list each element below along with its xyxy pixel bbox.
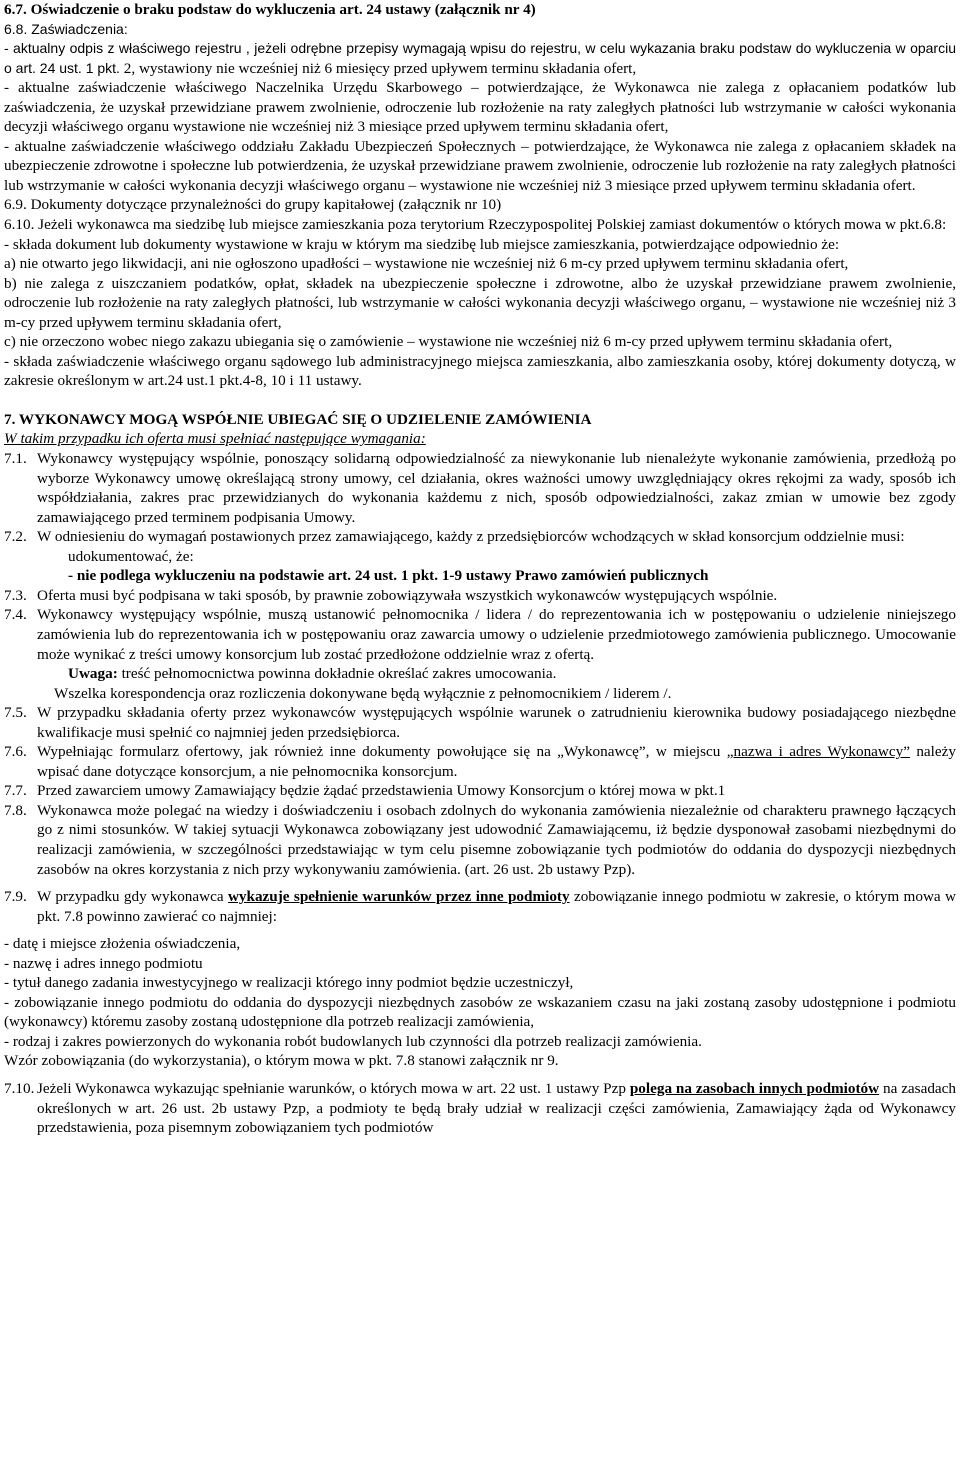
item-7-8 <box>4 801 956 879</box>
item-number: 7.10. <box>4 1079 35 1097</box>
warning-text: treść pełnomocnictwa powinna dokładnie określać zakres umocowania. <box>117 665 557 683</box>
item-text-part2: na zasadach określonych w art. 26 ust. 2b ustawy Pzp, a podmioty te będą brały udział w realizacji części zamówienia, Zamawiający żąda od Wykonawcy przedstawienia, poza pisemnym zobowiązaniem tych podmiotów <box>37 1079 956 1137</box>
spacer <box>4 879 956 887</box>
item-text <box>37 887 956 926</box>
section-7-subtitle: W takim przypadku ich oferta musi spełniać następujące wymagania: <box>4 430 426 448</box>
item-text: Wykonawcy występujący wspólnie, muszą ustanowić pełnomocnika / lidera / do reprezentowania ich w postępowaniu o udzielenie niniejszego zamówienia lub do reprezentowania ich w postępowaniu oraz zawarcia umowy o udzielenie przedmiotowego zamówienia publicznego. Umocowanie może wynikać z treści umowy konsorcjum lub zostać przedłożone oddzielnie wraz z ofertą. <box>37 606 956 663</box>
item-text: Wykonawca może polegać na wiedzy i doświadczeniu i osobach zdolnych do wykonania zamówienia niezależnie od charakteru prawnego łączących go z nimi stosunków. W takiej sytuacji Wykonawca zobowiązany jest udowodnić Zamawiającemu, iż będzie dysponował zasobami niezbędnymi do realizacji zamówienia, w szczególności przedstawiając w tym celu pisemne zobowiązanie tych podmiotów do oddania do dyspozycji niezbędnych zasobów na okres korzystania z nich przy wykonywaniu zamówienia. (art. 26 ust. 2b ustawy Pzp). <box>37 801 956 878</box>
item-text-underlined: wykazuje spełnienie warunków przez inne podmioty <box>227 888 570 906</box>
section-6-8-item-zus: - aktualne zaświadczenie właściwego oddziału Zakładu Ubezpieczeń Społecznych – potwierdzające, że Wykonawca nie zalega z opłacaniem składek na ubezpieczenie zdrowotne i społeczne lub potwierdzenia, że uzyskał przewidziane prawem zwolnienie, odroczenie lub rozłożenie na raty zaległych płatności lub wstrzymanie w całości wykonania decyzji właściwego organu – wystawione nie wcześniej niż 3 miesiące przed upływem terminu składania ofert. <box>4 137 956 194</box>
section-6-10-b: b) nie zalega z uiszczaniem podatków, opłat, składek na ubezpieczenie społeczne i zdrowotne, albo że uzyskał przewidziane prawem zwolnienie, odroczenie lub rozłożenie na raty zaległych płatności, lub wstrzymanie w całości wykonania decyzji właściwego organu, – wystawione nie wcześniej niż 3 m-cy przed upływem terminu składania ofert, <box>4 274 956 331</box>
section-6-8-item-register <box>4 39 956 78</box>
item-number: 7.5. <box>4 704 27 722</box>
item-text-part2: zobowiązanie innego podmiotu w zakresie, o którym mowa w pkt. 7.8 powinno zawierać co najmniej: <box>37 888 957 925</box>
item-7-10 <box>4 1079 956 1138</box>
list-item-7-9-scope: - rodzaj i zakres powierzonych do wykonania robót budowlanych lub czynności dla potrzeb realizacji zamówienia. <box>4 1032 702 1050</box>
section-6-10: 6.10. Jeżeli wykonawca ma siedzibę lub miejsce zamieszkania poza terytorium Rzeczypospolitej Polskiej zamiast dokumentów o których mowa w pkt.6.8: <box>4 216 947 234</box>
item-number: 7.6. <box>4 743 27 761</box>
section-6-9: 6.9. Dokumenty dotyczące przynależności do grupy kapitałowej (załącznik nr 10) <box>4 196 502 214</box>
item-text-part1: Wypełniając formularz ofertowy, jak również inne dokumenty powołujące się na „Wykonawcę”, w miejscu <box>37 743 727 761</box>
spacer <box>4 1071 956 1079</box>
item-text: Oferta musi być podpisana w taki sposób, by prawnie zobowiązywała wszystkich wykonawców występujących wspólnie. <box>37 586 778 604</box>
item-text: W przypadku składania oferty przez wykonawców występujących wspólnie warunek o zatrudnieniu kierownika budowy posiadającego niezbędne kwalifikacje musi spełnić co najmniej jeden przedsiębiorca. <box>37 704 956 741</box>
item-7-9 <box>4 887 956 926</box>
section-6-10-d: - składa zaświadczenie właściwego organu sądowego lub administracyjnego miejsca zamieszkania, albo zamieszkania osoby, której dokumenty dotyczą, w zakresie określonym w art.24 ust.1 pkt.4-8, 10 i 11 ustawy. <box>4 352 956 390</box>
item-text: W odniesieniu do wymagań postawionych przez zamawiającego, każdy z przedsiębiorców wchodzących w skład konsorcjum oddzielnie musi: <box>37 528 905 546</box>
item-7-2-sub-a: udokumentować, że: <box>68 547 194 565</box>
item-text-underlined: „nazwa i adres Wykonawcy” <box>726 743 910 761</box>
item-text-part2: należy wpisać dane dotyczące konsorcjum, a nie pełnomocnika konsorcjum. <box>37 743 956 780</box>
item-number: 7.2. <box>4 528 27 546</box>
item-text-part1: W przypadku gdy wykonawca <box>37 888 228 906</box>
item-7-4-warning <box>4 664 956 684</box>
section-6-8-item-tax: - aktualne zaświadczenie właściwego Naczelnika Urzędu Skarbowego – potwierdzające, że Wykonawca nie zalega z opłacaniem podatków lub zaświadczenia, że uzyskał przewidziane prawem zwolnienie, odroczenie lub rozłożenie na raty zaległych płatności lub wstrzymanie w całości wykonania decyzji właściwego organu wystawione nie wcześniej niż 3 miesiące przed upływem terminu składania ofert, <box>4 79 956 136</box>
item-number: 7.1. <box>4 450 27 468</box>
warning-label: Uwaga: <box>68 665 118 683</box>
section-6-8-item-register-part1: - aktualny odpis z właściwego rejestru , jeżeli odrębne przepisy wymagają wpisu do rejestru, w celu wykazania braku podstaw do wykluczenia w oparciu o art. 24 ust. 1 pkt. <box>4 40 956 76</box>
item-number: 7.3. <box>4 586 27 604</box>
section-6-10-c: c) nie orzeczono wobec niego zakazu ubiegania się o zamówienie – wystawione nie wcześniej niż 6 m-cy przed upływem terminu składania ofert, <box>4 333 893 351</box>
item-number: 7.8. <box>4 801 27 819</box>
item-number: 7.7. <box>4 782 27 800</box>
list-item-7-9-name: - nazwę i adres innego podmiotu <box>4 954 203 972</box>
item-7-7 <box>4 781 956 801</box>
item-7-4-note: Wszelka korespondencja oraz rozliczenia dokonywane będą wyłącznie z pełnomocnikiem / liderem /. <box>54 684 672 702</box>
section-6-7: 6.7. Oświadczenie o braku podstaw do wykluczenia art. 24 ustawy (załącznik nr 4) <box>4 1 536 18</box>
item-7-6 <box>4 742 956 781</box>
item-7-1 <box>4 449 956 527</box>
section-6-10-a: a) nie otwarto jego likwidacji, ani nie ogłoszono upadłości – wystawione nie wcześniej niż 6 m-cy przed upływem terminu składania ofert, <box>4 255 849 273</box>
list-item-7-9-commitment: - zobowiązanie innego podmiotu do oddania do dyspozycji niezbędnych zasobów ze wskazaniem czasu na jaki zostaną zasoby udostępnione i podmiotu (wykonawcy) któremu zasoby zostaną udostępnione dla potrzeb realizacji zamówienia, <box>4 993 956 1031</box>
item-7-2-sub-b: - nie podlega wykluczeniu na podstawie art. 24 ust. 1 pkt. 1-9 ustawy Prawo zamówień publicznych <box>68 567 709 585</box>
list-item-7-9-title: - tytuł danego zadania inwestycyjnego w realizacji którego inny podmiot będzie uczestniczył, <box>4 974 574 992</box>
item-number: 7.4. <box>4 606 27 624</box>
item-text-underlined: polega na zasobach innych podmiotów <box>629 1079 880 1097</box>
item-7-4 <box>4 605 956 664</box>
item-text: Przed zawarciem umowy Zamawiający będzie żądać przedstawienia Umowy Konsorcjum o której mowa w pkt.1 <box>37 782 726 800</box>
spacer <box>4 926 956 934</box>
list-item-7-9-date: - datę i miejsce złożenia oświadczenia, <box>4 935 241 953</box>
item-text: Wykonawcy występujący wspólnie, ponoszący solidarną odpowiedzialność za niewykonanie lub nienależyte wykonanie zamówienia, przedłożą po wyborze Wykonawcy umowę określającą strony umowy, cel działania, okres ważności umowy uwzględniający okres rękojmi za wady, sposób ich współdziałania, zakres prac przewidzianych do wykonania każdemu z nich, sposób odpowiedzialności, zakaz zmian w umowie bez zgody zamawiającego przed terminem podpisania Umowy. <box>37 450 956 526</box>
list-item-7-9-template: Wzór zobowiązania (do wykorzystania), o którym mowa w pkt. 7.8 stanowi załącznik nr 9. <box>4 1052 559 1070</box>
section-6-10-lead: - składa dokument lub dokumenty wystawione w kraju w którym ma siedzibę lub miejsce zamieszkania, potwierdzające odpowiednio że: <box>4 235 840 253</box>
section-6-8-title: 6.8. Zaświadczenia: <box>4 20 128 37</box>
item-7-2 <box>4 527 956 547</box>
item-text <box>37 742 956 781</box>
item-text <box>37 1079 956 1138</box>
item-text-part1: Jeżeli Wykonawca wykazując spełnianie warunków, o których mowa w art. 22 ust. 1 ustawy Pzp <box>37 1079 630 1097</box>
item-number: 7.9. <box>4 888 27 906</box>
section-6-8-item-register-part2: 2, wystawiony nie wcześniej niż 6 miesięcy przed upływem terminu składania ofert, <box>119 59 637 77</box>
item-7-5 <box>4 703 956 742</box>
section-7-title: 7. WYKONAWCY MOGĄ WSPÓŁNIE UBIEGAĆ SIĘ O UDZIELENIE ZAMÓWIENIA <box>4 410 592 428</box>
item-7-3 <box>4 586 956 606</box>
spacer <box>4 391 956 410</box>
